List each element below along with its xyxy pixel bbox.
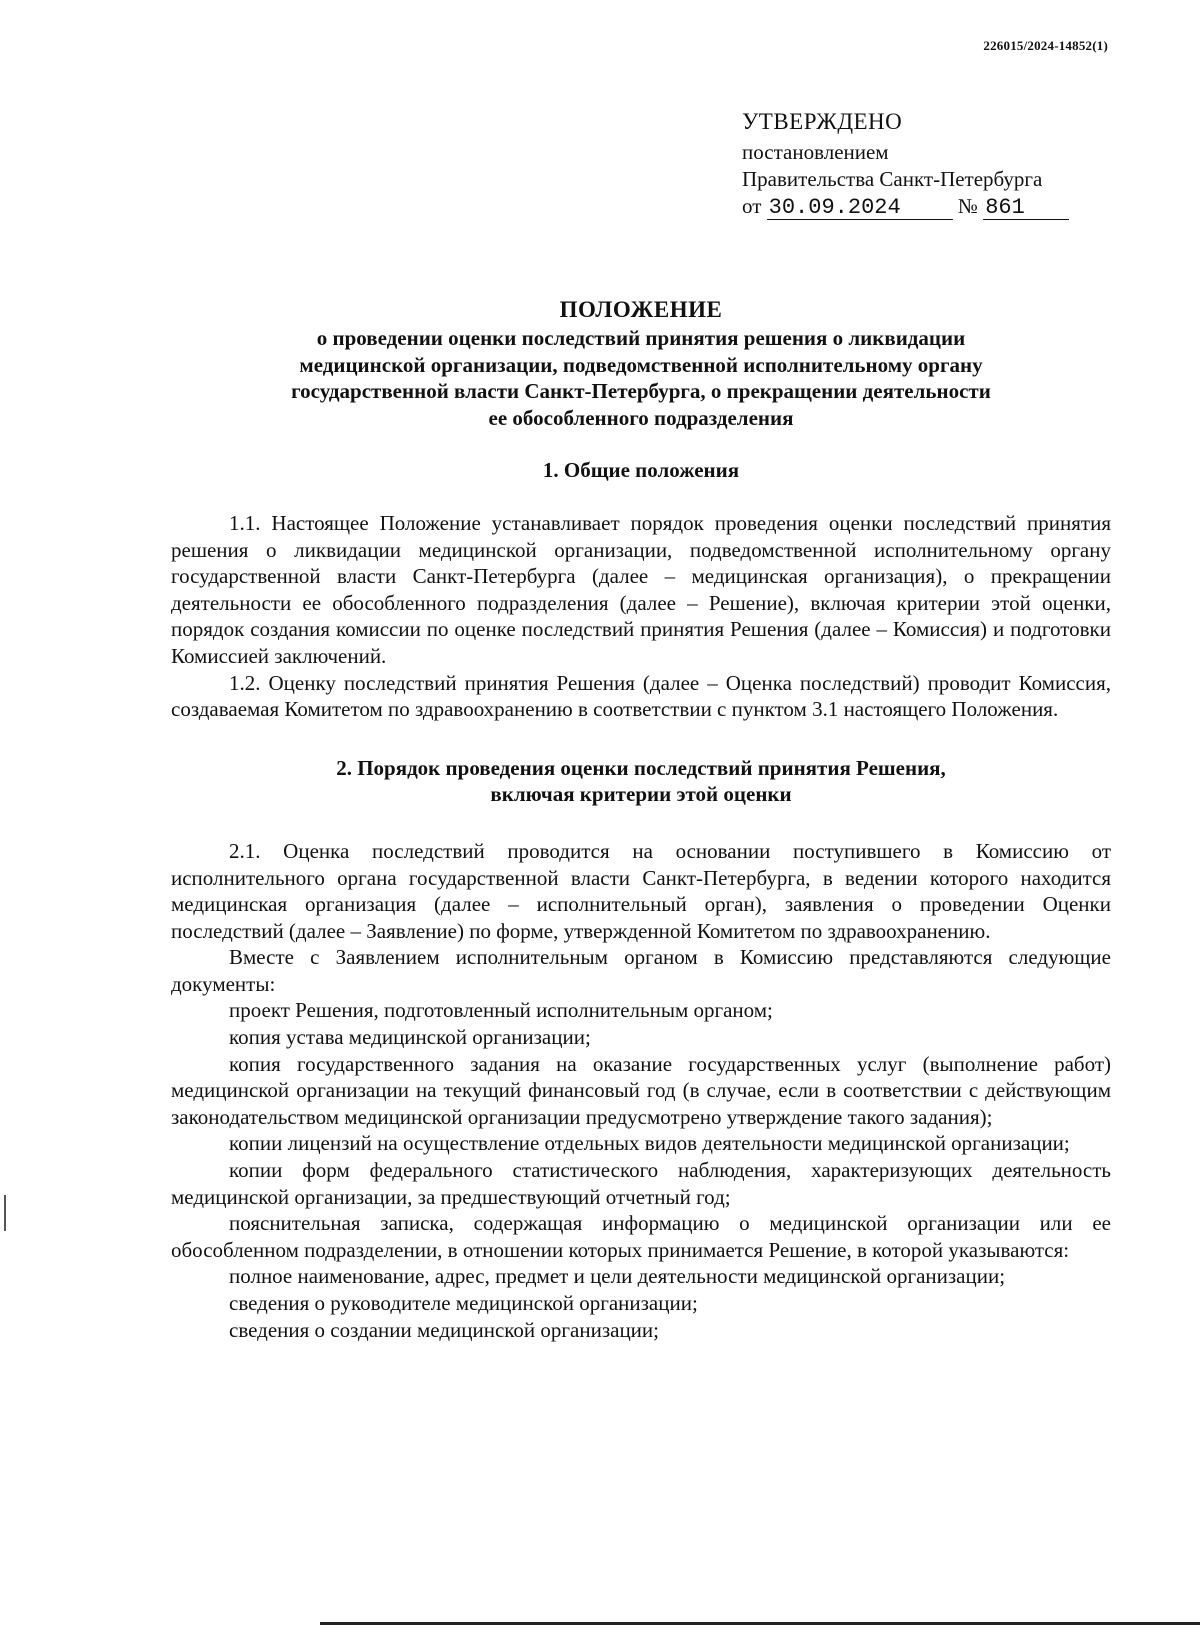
- document-registration-number: 226015/2024-14852(1): [983, 38, 1108, 53]
- approval-number-label: №: [957, 194, 978, 218]
- paragraph-1-2: 1.2. Оценку последствий принятия Решения (далее – Оценка последствий) проводит Комиссия, создаваемая Комитетом по здравоохранению в соответствии с пунктом 3.1 настоящего Положения.: [171, 670, 1111, 722]
- approval-line-government: Правительства Санкт-Петербурга: [742, 167, 1043, 191]
- scan-bottom-edge: [320, 1622, 1200, 1625]
- document-title: ПОЛОЖЕНИЕ: [559, 297, 723, 322]
- approval-number: 861: [983, 197, 1069, 220]
- approval-date-number-line: [742, 193, 1122, 220]
- list-item-document: копии лицензий на осуществление отдельных видов деятельности медицинской организации;: [229, 1131, 1070, 1156]
- list-item-document: копии форм федерального статистического наблюдения, характеризующих деятельность медицинской организации, за предшествующий отчетный год;: [171, 1158, 1111, 1209]
- document-body: [171, 296, 1111, 1343]
- approval-title: УТВЕРЖДЕНО: [742, 109, 903, 134]
- paragraph-1-1: 1.1. Настоящее Положение устанавливает порядок проведения оценки последствий принятия решения о ликвидации медицинской организации, подведомственной исполнительному органу государственной власти Санкт-Петербурга (далее – медицинская организация), о прекращении деятельности ее обособленного подразделения (далее – Решение), включая критерии этой оценки, порядок создания комиссии по оценке последствий принятия Решения (далее – Комиссия) и подготовки Комиссией заключений.: [171, 510, 1111, 668]
- list-item-document: полное наименование, адрес, предмет и цели деятельности медицинской организации;: [229, 1264, 1006, 1289]
- document-subtitle-line: о проведении оценки последствий принятия решения о ликвидации: [316, 326, 966, 350]
- list-item-document: сведения о создании медицинской организации;: [229, 1317, 659, 1342]
- approval-from-label: от: [742, 194, 762, 218]
- list-item-document: копия устава медицинской организации;: [229, 1025, 591, 1050]
- document-subtitle-line: ее обособленного подразделения: [488, 405, 794, 430]
- list-item-document: сведения о руководителе медицинской организации;: [229, 1291, 698, 1315]
- approval-date: 30.09.2024: [767, 197, 953, 220]
- document-subtitle-line: государственной власти Санкт-Петербурга, о прекращении деятельности: [291, 379, 991, 404]
- approval-block: [742, 108, 1122, 220]
- document-subtitle-line: медицинской организации, подведомственной исполнительному органу: [299, 352, 983, 377]
- list-item-document: копия государственного задания на оказание государственных услуг (выполнение работ) медицинской организации на текущий финансовый год (в случае, если в соответствии с действующим законодательством медицинской организации предусмотрено утверждение такого задания);: [171, 1051, 1111, 1129]
- approval-line-resolution: постановлением: [742, 140, 889, 164]
- list-item-document: проект Решения, подготовленный исполнительным органом;: [229, 998, 773, 1023]
- section-2-heading-line: включая критерии этой оценки: [490, 782, 792, 807]
- paragraph-2-1-documents-intro: Вместе с Заявлением исполнительным органом в Комиссию представляются следующие документы:: [171, 945, 1111, 996]
- section-2-heading-line: 2. Порядок проведения оценки последствий принятия Решения,: [336, 755, 946, 780]
- section-1-heading: 1. Общие положения: [542, 458, 740, 483]
- paragraph-2-1: 2.1. Оценка последствий проводится на основании поступившего в Комиссию от исполнительного органа государственной власти Санкт-Петербурга, в ведении которого находится медицинская организация (далее – исполнительный орган), заявления о проведении Оценки последствий (далее – Заявление) по форме, утвержденной Комитетом по здравоохранению.: [171, 838, 1111, 943]
- list-item-document: пояснительная записка, содержащая информацию о медицинской организации или ее обособленном подразделении, в отношении которых принимается Решение, в которой указываются:: [171, 1211, 1111, 1262]
- scan-edge-mark: [4, 1195, 6, 1231]
